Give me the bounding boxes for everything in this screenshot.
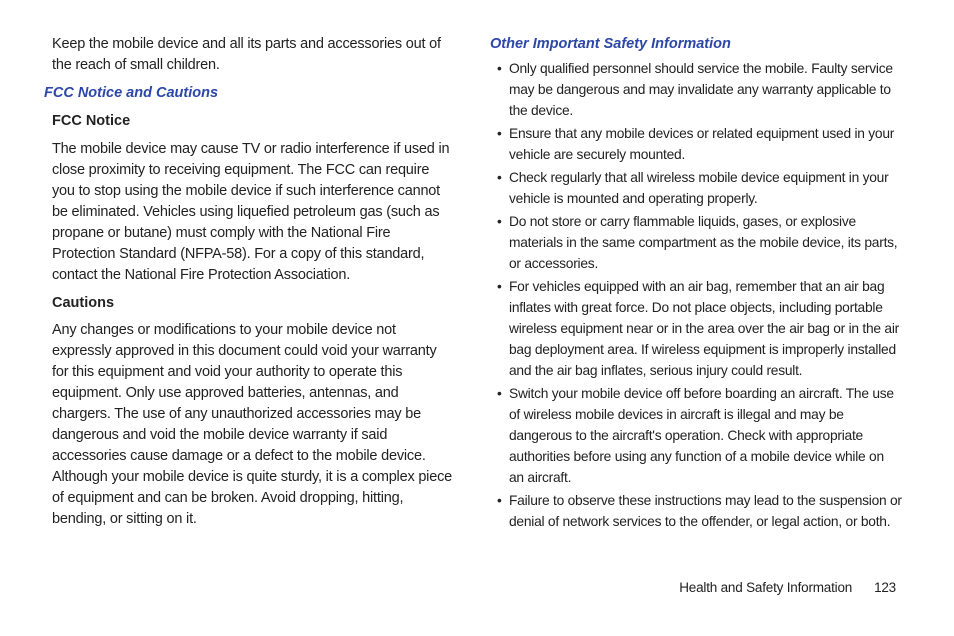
bullet-dot: •	[497, 493, 502, 508]
list-item-text: Do not store or carry flammable liquids, gases, or explosive materials in the same compartment as the mobile device, its parts, or accessories.	[509, 214, 898, 271]
list-item	[490, 383, 902, 488]
bullet-dot: •	[497, 214, 502, 229]
list-item	[490, 123, 902, 165]
list-item-text: Switch your mobile device off before boarding an aircraft. The use of wireless mobile devices in aircraft is illegal and may be dangerous to the aircraft's operation. Check with appropriate authorities before using any function of a mobile device while on an aircraft.	[509, 386, 894, 485]
bullet-dot: •	[497, 126, 502, 141]
list-item	[490, 167, 902, 209]
list-item	[490, 490, 902, 532]
intro-paragraph: Keep the mobile device and all its parts and accessories out of the reach of small children.	[52, 36, 441, 73]
bullet-dot: •	[497, 170, 502, 185]
list-item-text: Ensure that any mobile devices or related equipment used in your vehicle are securely mounted.	[509, 126, 895, 162]
list-item	[490, 276, 902, 381]
fcc-notice-title: FCC Notice	[52, 113, 131, 129]
page-number: 123	[874, 580, 896, 595]
page-footer	[679, 577, 896, 598]
list-item-text: Only qualified personnel should service the mobile. Faulty service may be dangerous and may invalidate any warranty applicable to the device.	[509, 61, 893, 118]
bullet-dot: •	[497, 386, 502, 401]
list-item	[490, 211, 902, 274]
list-item	[490, 58, 902, 121]
list-item-text: Check regularly that all wireless mobile device equipment in your vehicle is mounted and operating properly.	[509, 170, 889, 206]
cautions-title: Cautions	[52, 295, 115, 311]
list-item-text: Failure to observe these instructions may lead to the suspension or denial of network services to the offender, or legal action, or both.	[509, 493, 902, 529]
fcc-section-heading: FCC Notice and Cautions	[44, 85, 219, 101]
safety-bullet-list	[490, 58, 902, 534]
cautions-paragraph: Any changes or modifications to your mobile device not expressly approved in this document could void your warranty for this equipment and void your authority to operate this equipment. Only use approved batteries, antennas, and chargers. The use of any unauthorized accessories may be dangerous and void the mobile device warranty if said accessories cause damage or a defect to the mobile device. Although your mobile device is quite sturdy, it is a complex piece of equipment and can be broken. Avoid dropping, hitting, bending, or sitting on it.	[52, 322, 452, 527]
list-item-text: For vehicles equipped with an air bag, remember that an air bag inflates with great force. Do not place objects, including portable wireless equipment near or in the area over the air bag or in the air bag deployment area. If wireless equipment is improperly installed and the air bag inflates, serious injury could result.	[509, 279, 899, 378]
footer-section-title: Health and Safety Information	[679, 580, 853, 595]
fcc-notice-paragraph: The mobile device may cause TV or radio interference if used in close proximity to receiving equipment. The FCC can require you to stop using the mobile device if such interference cannot be eliminated. Vehicles using liquefied petroleum gas (such as propane or butane) must comply with the National Fire Protection Standard (NFPA-58). For a copy of this standard, contact the National Fire Protection Association.	[52, 141, 450, 283]
bullet-dot: •	[497, 279, 502, 294]
safety-info-heading: Other Important Safety Information	[490, 36, 731, 52]
bullet-dot: •	[497, 61, 502, 76]
